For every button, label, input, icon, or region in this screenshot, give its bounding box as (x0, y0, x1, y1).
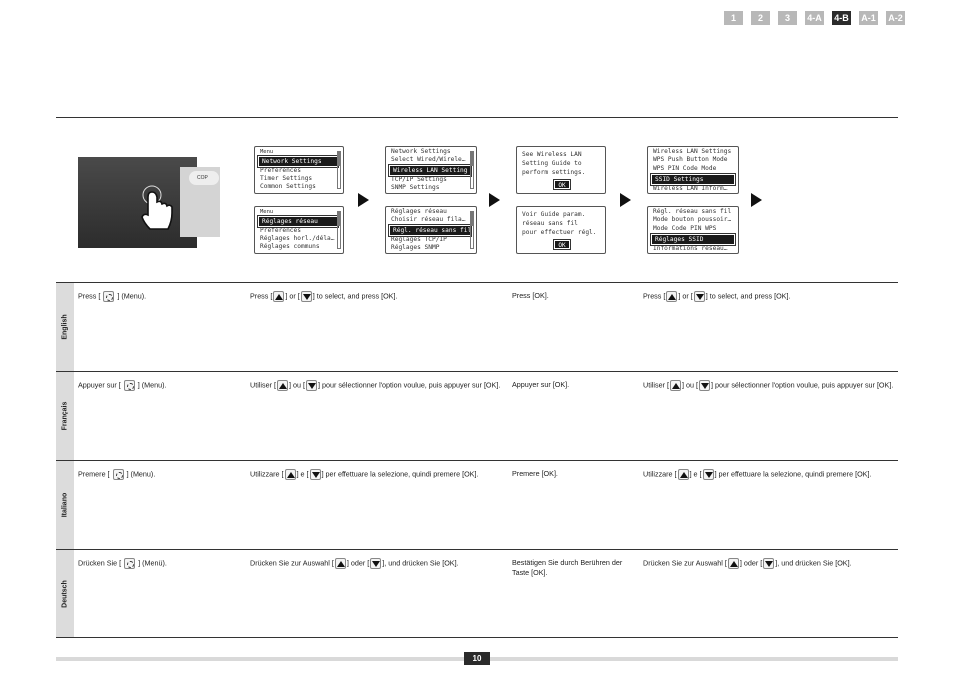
page-number: 10 (464, 652, 490, 665)
top-divider (56, 117, 898, 118)
step2-text: Utilizzare [ ] e [ ] per effettuare la selezione, quindi premere [OK]. (250, 469, 479, 479)
screen-step2-english: Network Settings Select Wired/Wirele… Wireless LAN Setting TCP/IP Settings SNMP Settings (385, 146, 477, 194)
screen-step1-english: Menu Network Settings Preferences Timer Settings Common Settings (254, 146, 344, 194)
up-arrow-icon (273, 291, 284, 302)
step1-text: Press [ ] (Menu). (78, 291, 147, 301)
step3-text: Press [OK]. (512, 291, 549, 300)
down-arrow-icon (301, 291, 312, 302)
step2-text: Utiliser [ ] ou [ ] pour sélectionner l'option voulue, puis appuyer sur [OK]. (250, 380, 501, 390)
step-arrow-2 (489, 193, 500, 207)
step-arrow-4 (751, 193, 762, 207)
language-label: English (56, 283, 74, 371)
language-label: Français (56, 372, 74, 460)
step-arrow-1 (358, 193, 369, 207)
step2-text: Press [ ] or [ ] to select, and press [OK]. (250, 291, 398, 301)
step4-text: Drücken Sie zur Auswahl [ ] oder [ ], und drücken Sie [OK]. (643, 558, 852, 568)
menu-gear-icon (103, 291, 114, 302)
bottom-divider (56, 637, 898, 638)
up-arrow-icon (335, 558, 346, 569)
tab-2[interactable]: 2 (751, 11, 770, 25)
screen-step2-french: Réglages réseau Choisir réseau fila… Régl. réseau sans fil Réglages TCP/IP Réglages SNMP (385, 206, 477, 254)
language-row-german (56, 549, 898, 637)
language-row-italian (56, 460, 898, 549)
down-arrow-icon (694, 291, 705, 302)
step4-text: Utiliser [ ] ou [ ] pour sélectionner l'option voulue, puis appuyer sur [OK]. (643, 380, 894, 390)
down-arrow-icon (310, 469, 321, 480)
up-arrow-icon (728, 558, 739, 569)
step1-text: Drücken Sie [ ] (Menü). (78, 558, 167, 568)
control-panel-photo (78, 157, 208, 248)
menu-gear-icon (124, 380, 135, 391)
language-label: Deutsch (56, 550, 74, 637)
language-row-french (56, 371, 898, 460)
down-arrow-icon (703, 469, 714, 480)
up-arrow-icon (670, 380, 681, 391)
up-arrow-icon (285, 469, 296, 480)
ok-button[interactable]: OK (554, 240, 570, 249)
tab-a2[interactable]: A-2 (886, 11, 905, 25)
up-arrow-icon (666, 291, 677, 302)
menu-gear-icon (124, 558, 135, 569)
step4-text: Press [ ] or [ ] to select, and press [OK]. (643, 291, 791, 301)
tab-4a[interactable]: 4-A (805, 11, 824, 25)
language-label: Italiano (56, 461, 74, 549)
down-arrow-icon (370, 558, 381, 569)
up-arrow-icon (277, 380, 288, 391)
step3-text: Bestätigen Sie durch Berühren der Taste [OK]. (512, 558, 623, 577)
down-arrow-icon (306, 380, 317, 391)
step2-text: Drücken Sie zur Auswahl [ ] oder [ ], und drücken Sie [OK]. (250, 558, 459, 568)
tab-3[interactable]: 3 (778, 11, 797, 25)
step1-text: Premere [ ] (Menu). (78, 469, 156, 479)
ok-button[interactable]: OK (554, 180, 570, 189)
copy-button-label: COP (189, 171, 219, 185)
tab-4b[interactable]: 4-B (832, 11, 851, 25)
step3-text: Premere [OK]. (512, 469, 558, 478)
language-row-english (56, 282, 898, 371)
up-arrow-icon (678, 469, 689, 480)
down-arrow-icon (699, 380, 710, 391)
menu-gear-icon (113, 469, 124, 480)
step1-text: Appuyer sur [ ] (Menu). (78, 380, 167, 390)
tab-1[interactable]: 1 (724, 11, 743, 25)
screen-step4-french: Régl. réseau sans fil Mode bouton poussoir… Mode Code PIN WPS Réglages SSID Informations réseau… (647, 206, 739, 254)
step4-text: Utilizzare [ ] e [ ] per effettuare la selezione, quindi premere [OK]. (643, 469, 872, 479)
step3-text: Appuyer sur [OK]. (512, 380, 570, 389)
down-arrow-icon (763, 558, 774, 569)
step-arrow-3 (620, 193, 631, 207)
screen-step4-english: Wireless LAN Settings WPS Push Button Mode WPS PIN Code Mode SSID Settings Wireless LAN Inform… (647, 146, 739, 194)
screen-step3-french: Voir Guide param. réseau sans fil pour effectuer régl. OK (516, 206, 606, 254)
screen-step3-english: See Wireless LAN Setting Guide to perform settings. OK (516, 146, 606, 194)
screen-step1-french: Menu Réglages réseau Préférences Réglages horl./déla… Réglages communs (254, 206, 344, 254)
finger-press-icon (138, 183, 178, 233)
chapter-tabs (724, 11, 905, 25)
tab-a1[interactable]: A-1 (859, 11, 878, 25)
